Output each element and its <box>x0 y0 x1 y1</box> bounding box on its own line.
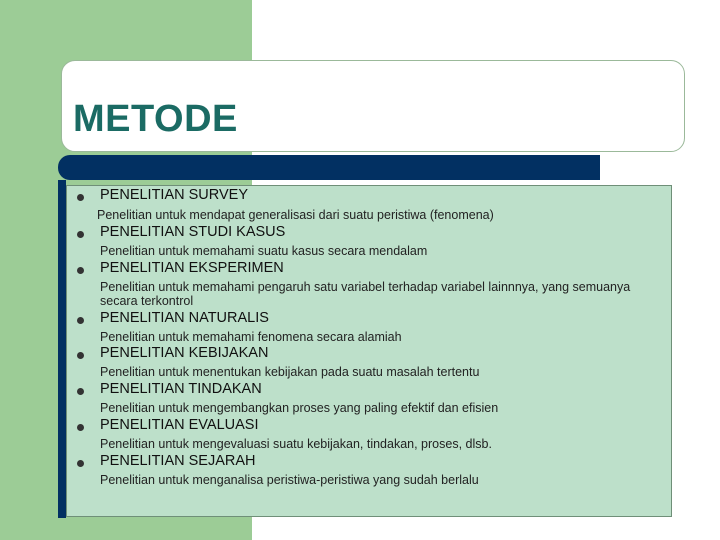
item-heading: PENELITIAN EKSPERIMEN <box>100 260 284 276</box>
item-heading: PENELITIAN TINDAKAN <box>100 381 262 397</box>
item-description: Penelitian untuk memahami pengaruh satu variabel terhadap variabel lainnnya, yang semuanya secara terkontrol <box>100 280 631 308</box>
divider-bar <box>58 155 600 180</box>
bullet-icon <box>77 231 84 238</box>
bullet-icon <box>77 352 84 359</box>
bullet-icon <box>77 267 84 274</box>
bullet-icon <box>77 194 84 201</box>
item-description: Penelitian untuk mengevaluasi suatu kebijakan, tindakan, proses, dlsb. <box>100 437 492 451</box>
divider-bar-tab <box>58 180 66 518</box>
item-description: Penelitian untuk mendapat generalisasi dari suatu peristiwa (fenomena) <box>97 208 494 222</box>
content-box <box>66 185 672 517</box>
bullet-icon <box>77 388 84 395</box>
item-heading: PENELITIAN NATURALIS <box>100 310 269 326</box>
bullet-icon <box>77 317 84 324</box>
item-heading: PENELITIAN SURVEY <box>100 187 249 203</box>
item-heading: PENELITIAN STUDI KASUS <box>100 224 286 240</box>
item-heading: PENELITIAN SEJARAH <box>100 453 256 469</box>
item-heading: PENELITIAN KEBIJAKAN <box>100 345 269 361</box>
item-description: Penelitian untuk memahami suatu kasus secara mendalam <box>100 244 428 258</box>
item-heading: PENELITIAN EVALUASI <box>100 417 259 433</box>
item-description: Penelitian untuk menentukan kebijakan pada suatu masalah tertentu <box>100 365 480 379</box>
item-description: Penelitian untuk menganalisa peristiwa-peristiwa yang sudah berlalu <box>100 473 479 487</box>
bullet-icon <box>77 424 84 431</box>
item-description: Penelitian untuk mengembangkan proses yang paling efektif dan efisien <box>100 401 499 415</box>
slide-title: METODE <box>73 98 238 140</box>
bullet-icon <box>77 460 84 467</box>
item-description: Penelitian untuk memahami fenomena secara alamiah <box>100 330 402 344</box>
